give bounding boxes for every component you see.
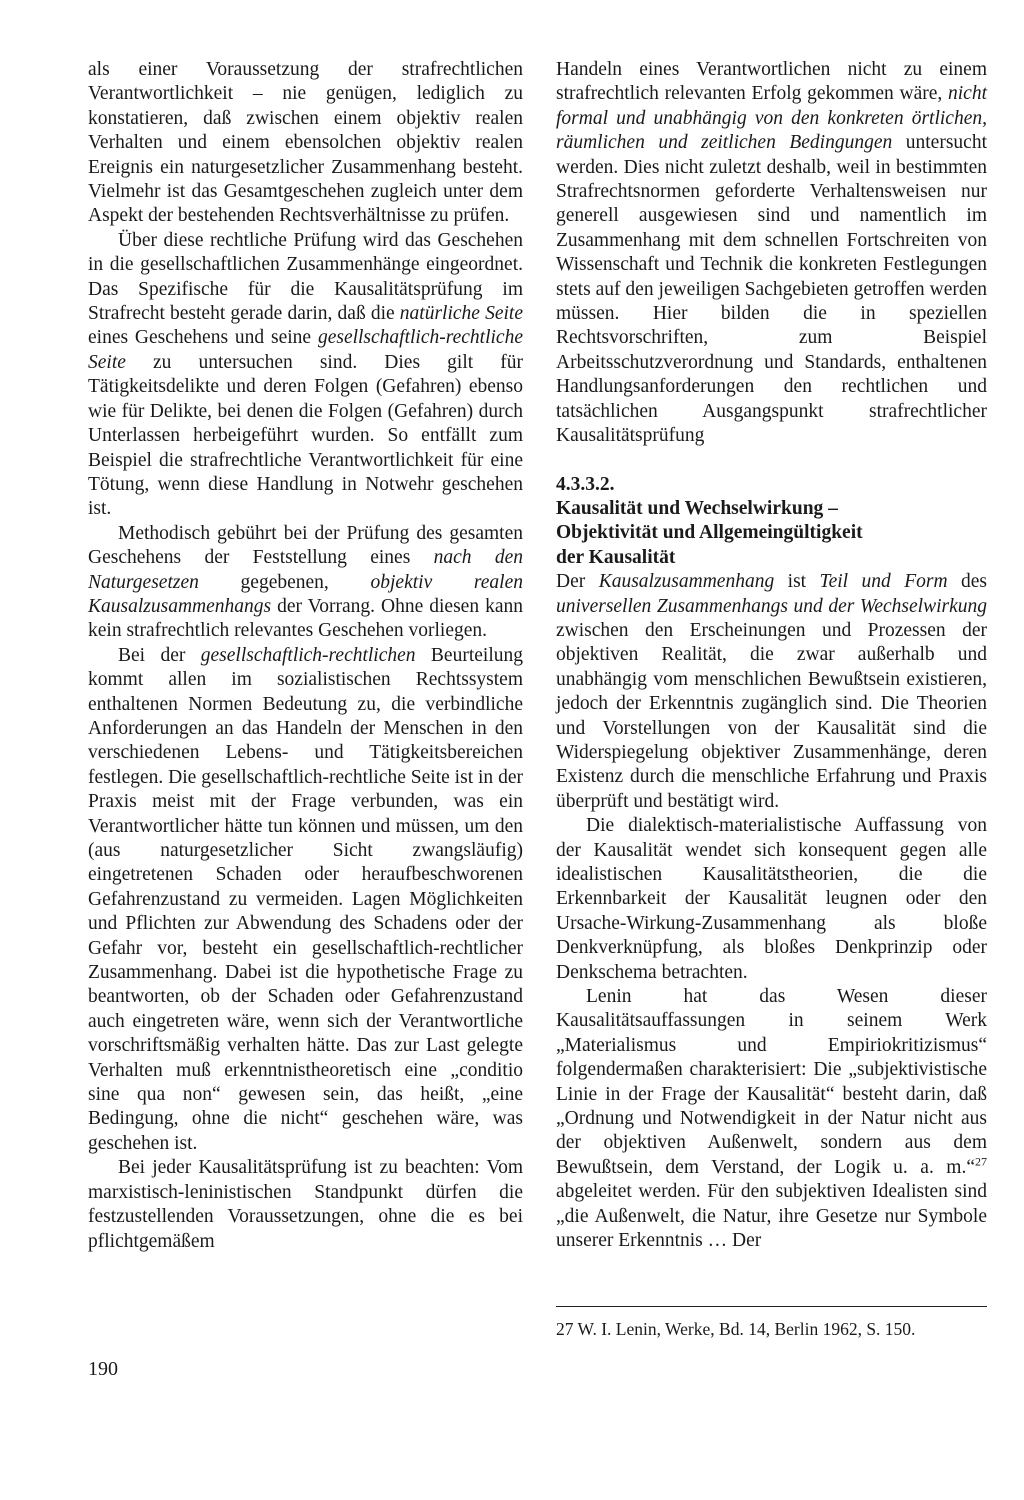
section-title-line: Kausalität und Wechselwirkung – bbox=[556, 497, 838, 519]
emphasis: universellen Zusammenhangs und der Wechselwirkung bbox=[556, 595, 987, 617]
emphasis: objektiv realen Kausalzusammenhangs bbox=[88, 571, 524, 617]
paragraph: Lenin hat das Wesen dieser Kausalitätsauffassungen in seinem Werk „Materialismus und Empiriokritizismus“ folgendermaßen charakterisiert: Die „subjektivistische Linie in der Frage der Kausalität“ besteht darin, daß „Ordnung und Notwendigkeit in der Natur nicht aus der objektiven Außenwelt, sondern aus dem Bewußtsein, dem Verstand, der Logik u. a. m.“$^{27}$ abgeleitet werden. Für den subjektiven Idealisten sind „die Außenwelt, die Natur, ihre Gesetze nur Symbole unserer Erkenntnis … Der bbox=[556, 986, 987, 1252]
section-number: 4.3.3.2. bbox=[556, 473, 615, 495]
paragraph: als einer Voraussetzung der strafrechtlichen Verantwortlichkeit – nie genügen, lediglich zu konstatieren, daß zwischen einem objektiv realen Verhalten und einem ebensolchen objektiv realen Ereignis ein naturgesetzlicher Zusammenhang besteht. Vielmehr ist das Gesamtgeschehen zugleich unter dem Aspekt der bestehenden Rechtsverhältnisse zu prüfen. bbox=[88, 59, 523, 227]
paragraph: Bei der gesellschaftlich-rechtlichen Beurteilung kommt allen im sozialistischen Rechtssystem enthaltenen Normen Bedeutung zu, die verbindliche Anforderungen an das Handeln der Menschen in den verschiedenen Lebens- und Tätigkeitsbereichen festlegen. Die gesellschaftlich-rechtliche Seite ist in der Praxis meist mit der Frage verbunden, was ein Verantwortlicher hätte tun können und müssen, um den (aus naturgesetzlicher Sicht zwangsläufig) eingetretenen Schaden oder heraufbeschworenen Gefahrenzustand zu vermeiden. Lagen Möglichkeiten und Pflichten zur Abwendung des Schadens oder der Gefahr vor, besteht ein gesellschaftlich-rechtlicher Zusammenhang. Dabei ist die hypothetische Frage zu beantworten, ob der Schaden oder Gefahrenzustand auch eingetreten wäre, wenn sich der Verantwortliche vorschriftsmäßig verhalten hätte. Das zur Last gelegte Verhalten muß erkenntnistheoretisch eine „conditio sine qua non“ gewesen sein, das heißt, „eine Bedingung, ohne die nicht“ geschehen wäre, was geschehen ist. bbox=[88, 644, 523, 1154]
emphasis: nicht formal und unabhängig von den konkreten örtlichen, räumlichen und zeitlichen Bedingungen bbox=[556, 83, 987, 154]
section-title-line: der Kausalität bbox=[556, 546, 676, 568]
paragraph: Handeln eines Verantwortlichen nicht zu einem strafrechtlich relevanten Erfolg gekommen wäre, nicht formal und unabhängig von den konkreten örtlichen, räumlichen und zeitlichen Bedingungen untersucht werden. Dies nicht zuletzt deshalb, weil in bestimmten Strafrechtsnormen geforderte Verhaltensweisen nur generell ausgewiesen sind und namentlich im Zusammenhang mit dem schnellen Fortschreiten von Wissenschaft und Technik die konkreten Festlegungen stets auf den jeweiligen Sachgebieten getroffen werden müssen. Hier bilden die in speziellen Rechtsvorschriften, zum Beispiel Arbeitsschutzverordnung und Standards, enthaltenen Handlungsanforderungen den rechtlichen und tatsächlichen Ausgangspunkt strafrechtlicher Kausalitätsprüfung bbox=[556, 59, 987, 447]
paragraph: Bei jeder Kausalitätsprüfung ist zu beachten: Vom marxistisch-leninistischen Standpunkt dürfen die festzustellenden Voraussetzungen, ohne die es bei pflichtgemäßem bbox=[88, 1157, 523, 1252]
footnote-reference: 27 bbox=[975, 1154, 987, 1169]
footnote-divider bbox=[556, 1306, 987, 1307]
section-title-line: Objektivität und Allgemeingültigkeit bbox=[556, 522, 863, 544]
left-column bbox=[88, 58, 523, 1254]
emphasis: natürliche Seite bbox=[399, 303, 523, 325]
section-heading bbox=[556, 473, 987, 571]
right-column bbox=[556, 58, 987, 1254]
paragraph: Die dialektisch-materialistische Auffassung von der Kausalität wendet sich konsequent gegen alle idealistischen Kausalitätstheorien, die die Erkennbarkeit der Kausalität leugnen oder den Ursache-Wirkung-Zusammenhang als bloße Denkverknüpfung, als bloßes Denkprinzip oder Denkschema betrachten. bbox=[556, 815, 987, 983]
footnote: 27 W. I. Lenin, Werke, Bd. 14, Berlin 1962, S. 150. bbox=[556, 1319, 916, 1339]
paragraph: Der Kausalzusammenhang ist Teil und Form des universellen Zusammenhangs und der Wechselwirkung zwischen den Erscheinungen und Prozessen der objektiven Realität, die zwar außerhalb und unabhängig vom menschlichen Bewußtsein existieren, jedoch der Erkenntnis zugänglich sind. Die Theorien und Vorstellungen von der Kausalität sind die Widerspiegelung objektiver Zusammenhänge, deren Existenz durch die menschliche Erfahrung und Praxis überprüft und bestätigt wird. bbox=[556, 571, 988, 812]
paragraph: Methodisch gebührt bei der Prüfung des gesamten Geschehens der Feststellung eines nach den Naturgesetzen gegebenen, objektiv realen Kausalzusammenhangs der Vorrang. Ohne diesen kann kein strafrechtlich relevantes Geschehen vorliegen. bbox=[88, 522, 524, 642]
emphasis: Teil und Form bbox=[819, 571, 948, 593]
emphasis: gesellschaftlich-rechtlichen bbox=[200, 644, 416, 666]
page-number: 190 bbox=[88, 1358, 118, 1380]
emphasis: Kausalzusammenhang bbox=[598, 571, 775, 593]
emphasis: gesellschaftlich-rechtliche Seite bbox=[88, 327, 523, 373]
emphasis: nach den Naturgesetzen bbox=[88, 547, 524, 593]
paragraph: Über diese rechtliche Prüfung wird das Geschehen in die gesellschaftlichen Zusammenhänge eingeordnet. Das Spezifische für die Kausalitätsprüfung im Strafrecht besteht gerade darin, daß die natürliche Seite eines Geschehens und seine gesellschaftlich-rechtliche Seite zu untersuchen sind. Dies gilt für Tätigkeitsdelikte und deren Folgen (Gefahren) ebenso wie für Delikte, bei denen die Folgen (Gefahren) durch Unterlassen herbeigeführt wurden. So entfällt zum Beispiel die strafrechtliche Verantwortlichkeit für eine Tötung, wenn diese Handlung in Notwehr geschehen ist. bbox=[88, 229, 523, 520]
